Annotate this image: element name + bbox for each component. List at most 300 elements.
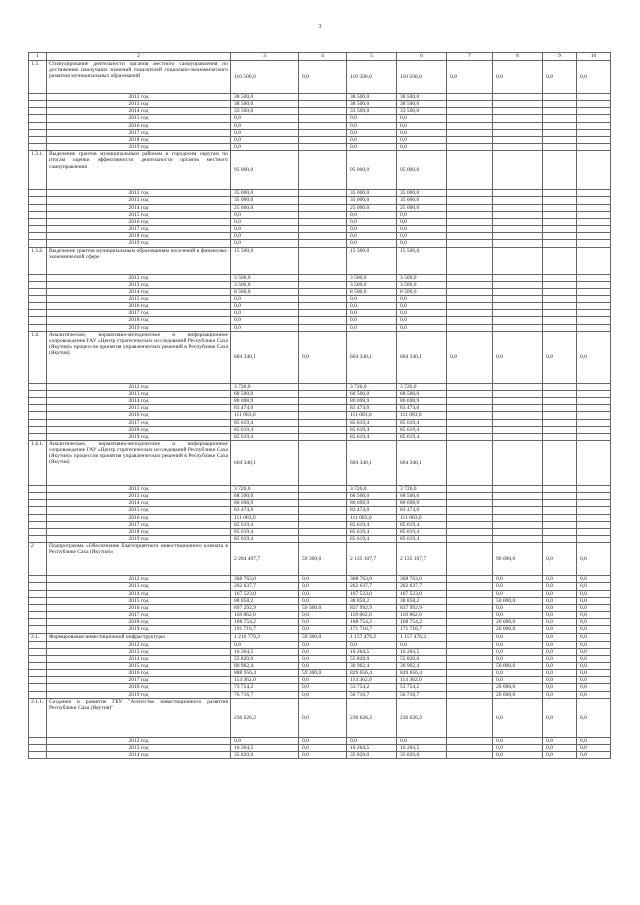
value-cell [299, 324, 347, 331]
value-cell [493, 521, 543, 528]
value-cell [447, 507, 493, 514]
year-label: 2019 год [47, 240, 231, 247]
year-label: 2012 год [47, 737, 231, 744]
year-label: 2015 год [47, 295, 231, 302]
year-label: 2015 год [47, 405, 231, 412]
value-cell [447, 419, 493, 426]
value-cell: 0,0 [543, 641, 577, 648]
value-cell [299, 441, 347, 486]
value-cell: 85 619,4 [397, 433, 447, 440]
value-cell: 33 500,0 [397, 108, 447, 115]
item-code [29, 528, 47, 535]
value-cell [543, 433, 577, 440]
item-code: 1.4. [29, 331, 47, 383]
value-cell [447, 398, 493, 405]
value-cell: 897 292,9 [231, 604, 299, 611]
value-cell: 110 500,0 [397, 61, 447, 94]
value-cell: 0,0 [577, 619, 611, 626]
value-cell: 55 820,0 [231, 655, 299, 662]
year-label: 2019 год [47, 324, 231, 331]
item-code: 1.3. [29, 61, 47, 94]
value-cell: 85 619,4 [347, 528, 397, 535]
value-cell: 38 500,0 [347, 94, 397, 101]
item-code: 1.3.2. [29, 247, 47, 274]
value-cell [577, 281, 611, 288]
value-cell: 80 698,9 [231, 398, 299, 405]
year-label: 2013 год [47, 648, 231, 655]
year-label: 2015 год [47, 597, 231, 604]
value-cell: 0,0 [493, 698, 543, 737]
value-cell: 0,0 [347, 136, 397, 143]
value-cell: 0,0 [577, 744, 611, 751]
value-cell: 33 500,0 [347, 108, 397, 115]
year-label: 2017 год [47, 677, 231, 684]
value-cell: 16 264,5 [231, 648, 299, 655]
value-cell [447, 122, 493, 129]
value-cell [577, 240, 611, 247]
year-label: 2014 год [47, 288, 231, 295]
value-cell [493, 507, 543, 514]
value-cell: 0,0 [231, 737, 299, 744]
value-cell [493, 514, 543, 521]
value-cell: 50 000,0 [493, 597, 543, 604]
item-code [29, 744, 47, 751]
value-cell [577, 398, 611, 405]
item-code [29, 514, 47, 521]
value-cell: 118 862,0 [347, 612, 397, 619]
value-cell: 20 000,0 [493, 691, 543, 698]
year-label: 2017 год [47, 310, 231, 317]
value-cell: 16 264,5 [231, 744, 299, 751]
value-cell: 0,0 [299, 583, 347, 590]
year-label: 2018 год [47, 426, 231, 433]
value-cell [447, 274, 493, 281]
value-cell: 1 157 476,2 [347, 633, 397, 641]
value-cell: 20 000,0 [493, 626, 543, 633]
value-cell [577, 197, 611, 204]
value-cell [543, 233, 577, 240]
value-cell [299, 500, 347, 507]
value-cell [299, 122, 347, 129]
value-cell: 0,0 [299, 698, 347, 737]
year-row [29, 662, 611, 669]
year-row [29, 190, 611, 197]
year-label: 2016 год [47, 218, 231, 225]
year-row [29, 310, 611, 317]
value-cell [447, 426, 493, 433]
value-cell: 0,0 [347, 211, 397, 218]
value-cell: 604 340,1 [397, 441, 447, 486]
value-cell: 0,0 [231, 310, 299, 317]
value-cell: 3 726,0 [347, 383, 397, 390]
value-cell [299, 426, 347, 433]
value-cell [447, 115, 493, 122]
item-row [29, 543, 611, 576]
value-cell [577, 108, 611, 115]
value-cell: 0,0 [299, 590, 347, 597]
value-cell: 0,0 [493, 752, 543, 759]
value-cell [543, 390, 577, 397]
value-cell: 167 523,0 [347, 590, 397, 597]
value-cell [493, 398, 543, 405]
value-cell: 85 619,4 [231, 528, 299, 535]
value-cell: 167 523,0 [231, 590, 299, 597]
value-cell: 38 500,0 [347, 101, 397, 108]
value-cell [577, 144, 611, 151]
year-label: 2016 год [47, 604, 231, 611]
value-cell: 85 619,4 [347, 433, 397, 440]
value-cell: 0,0 [577, 698, 611, 737]
value-cell [577, 405, 611, 412]
item-code [29, 597, 47, 604]
year-row [29, 383, 611, 390]
value-cell: 95 000,0 [347, 151, 397, 190]
item-code [29, 204, 47, 211]
year-row [29, 136, 611, 143]
value-cell [447, 619, 493, 626]
item-name: Создание и развитие ГБУ "Агентство инвестиционного развития Республики Саха (Якутия)" [47, 698, 231, 737]
year-label: 2016 год [47, 670, 231, 677]
year-row [29, 576, 611, 583]
value-cell [543, 405, 577, 412]
value-cell [299, 151, 347, 190]
value-cell: 111 083,0 [347, 514, 397, 521]
item-code [29, 129, 47, 136]
value-cell [577, 115, 611, 122]
item-code [29, 197, 47, 204]
value-cell [577, 218, 611, 225]
year-row [29, 590, 611, 597]
value-cell [493, 281, 543, 288]
year-label: 2017 год [47, 521, 231, 528]
year-label: 2013 год [47, 744, 231, 751]
value-cell: 0,0 [493, 590, 543, 597]
year-row [29, 528, 611, 535]
year-row [29, 521, 611, 528]
item-code [29, 303, 47, 310]
value-cell: 80 698,9 [347, 500, 397, 507]
value-cell: 80 902,4 [231, 662, 299, 669]
value-cell [493, 240, 543, 247]
value-cell [493, 288, 543, 295]
value-cell: 85 619,4 [397, 521, 447, 528]
value-cell [447, 288, 493, 295]
value-cell: 0,0 [493, 633, 543, 641]
value-cell [543, 204, 577, 211]
value-cell: 73 754,2 [231, 684, 299, 691]
value-cell: 68 500,0 [397, 493, 447, 500]
item-code [29, 94, 47, 101]
value-cell [447, 247, 493, 274]
value-cell: 83 474,0 [397, 507, 447, 514]
year-label: 2013 год [47, 197, 231, 204]
value-cell: 0,0 [543, 590, 577, 597]
item-code [29, 295, 47, 302]
value-cell [493, 310, 543, 317]
value-cell [299, 507, 347, 514]
value-cell: 0,0 [397, 295, 447, 302]
value-cell: 20 000,0 [493, 619, 543, 626]
item-row [29, 61, 611, 94]
value-cell: 0,0 [543, 752, 577, 759]
value-cell [447, 295, 493, 302]
value-cell: 0,0 [347, 233, 397, 240]
value-cell [493, 419, 543, 426]
value-cell: 80 698,9 [397, 500, 447, 507]
value-cell [447, 136, 493, 143]
value-cell [299, 136, 347, 143]
value-cell: 0,0 [347, 317, 397, 324]
item-code [29, 433, 47, 440]
value-cell: 3 726,0 [231, 383, 299, 390]
value-cell [577, 295, 611, 302]
value-cell [299, 197, 347, 204]
value-cell: 604 340,1 [231, 331, 299, 383]
year-row [29, 288, 611, 295]
year-label: 2014 год [47, 398, 231, 405]
value-cell: 0,0 [543, 737, 577, 744]
year-row [29, 108, 611, 115]
value-cell: 171 716,7 [397, 626, 447, 633]
value-cell [493, 144, 543, 151]
item-code [29, 626, 47, 633]
value-cell [447, 543, 493, 576]
value-cell: 1 157 476,2 [397, 633, 447, 641]
value-cell [299, 295, 347, 302]
year-label: 2013 год [47, 101, 231, 108]
column-number-row [29, 53, 611, 61]
value-cell: 0,0 [493, 655, 543, 662]
value-cell: 0,0 [299, 752, 347, 759]
value-cell: 3 500,0 [397, 281, 447, 288]
value-cell: 0,0 [347, 324, 397, 331]
value-cell [577, 151, 611, 190]
value-cell [493, 441, 543, 486]
value-cell: 8 500,0 [231, 288, 299, 295]
value-cell [493, 211, 543, 218]
year-row [29, 597, 611, 604]
value-cell [493, 405, 543, 412]
value-cell [493, 226, 543, 233]
value-cell [299, 129, 347, 136]
value-cell [447, 108, 493, 115]
value-cell: 0,0 [347, 129, 397, 136]
value-cell: 3 500,0 [231, 274, 299, 281]
value-cell [447, 151, 493, 190]
value-cell: 0,0 [397, 324, 447, 331]
year-row [29, 691, 611, 698]
value-cell: 80 698,9 [347, 398, 397, 405]
value-cell: 114 362,0 [231, 677, 299, 684]
value-cell: 368 763,0 [397, 576, 447, 583]
value-cell [493, 412, 543, 419]
value-cell: 0,0 [231, 641, 299, 648]
value-cell: 3 500,0 [347, 274, 397, 281]
item-code [29, 390, 47, 397]
item-code [29, 233, 47, 240]
item-code [29, 190, 47, 197]
value-cell: 83 474,0 [231, 405, 299, 412]
value-cell: 53 754,2 [347, 684, 397, 691]
column-header: 6 [397, 53, 447, 61]
value-cell: 50 000,0 [493, 662, 543, 669]
year-label: 2013 год [47, 281, 231, 288]
year-label: 2015 год [47, 211, 231, 218]
value-cell [447, 317, 493, 324]
value-cell: 85 619,4 [397, 419, 447, 426]
year-label: 2012 год [47, 383, 231, 390]
item-code [29, 493, 47, 500]
value-cell [543, 122, 577, 129]
value-cell [577, 433, 611, 440]
value-cell: 888 956,4 [231, 670, 299, 677]
value-cell [577, 122, 611, 129]
value-cell: 0,0 [299, 684, 347, 691]
value-cell: 0,0 [543, 583, 577, 590]
value-cell: 0,0 [231, 226, 299, 233]
year-row [29, 274, 611, 281]
value-cell: 83 474,0 [231, 507, 299, 514]
value-cell: 0,0 [543, 626, 577, 633]
year-row [29, 412, 611, 419]
value-cell [447, 310, 493, 317]
value-cell [493, 190, 543, 197]
value-cell [493, 324, 543, 331]
item-code [29, 590, 47, 597]
value-cell: 0,0 [347, 295, 397, 302]
year-row [29, 295, 611, 302]
value-cell: 16 264,5 [397, 648, 447, 655]
value-cell [543, 94, 577, 101]
value-cell [447, 101, 493, 108]
item-name: Формирование инвестиционной инфраструктуры [47, 633, 231, 641]
value-cell: 0,0 [397, 303, 447, 310]
item-code [29, 752, 47, 759]
year-label: 2012 год [47, 486, 231, 493]
value-cell [543, 507, 577, 514]
value-cell [447, 662, 493, 669]
year-label: 2016 год [47, 122, 231, 129]
item-row [29, 331, 611, 383]
value-cell [577, 211, 611, 218]
value-cell: 25 000,0 [347, 204, 397, 211]
value-cell: 95 000,0 [397, 151, 447, 190]
value-cell: 80 698,9 [231, 500, 299, 507]
value-cell [577, 419, 611, 426]
value-cell: 0,0 [347, 115, 397, 122]
value-cell: 16 264,5 [347, 648, 397, 655]
year-label: 2018 год [47, 136, 231, 143]
value-cell: 38 858,2 [347, 597, 397, 604]
value-cell [447, 536, 493, 543]
value-cell: 3 726,0 [231, 486, 299, 493]
value-cell [493, 317, 543, 324]
value-cell [577, 204, 611, 211]
value-cell [447, 486, 493, 493]
year-label: 2018 год [47, 619, 231, 626]
year-row [29, 405, 611, 412]
value-cell: 0,0 [397, 115, 447, 122]
value-cell: 0,0 [543, 543, 577, 576]
value-cell: 3 500,0 [397, 274, 447, 281]
value-cell: 35 000,0 [231, 197, 299, 204]
value-cell: 0,0 [231, 317, 299, 324]
value-cell: 0,0 [397, 737, 447, 744]
value-cell [543, 197, 577, 204]
value-cell: 85 619,4 [231, 521, 299, 528]
year-row [29, 390, 611, 397]
value-cell [447, 597, 493, 604]
value-cell: 0,0 [347, 303, 397, 310]
value-cell [493, 108, 543, 115]
value-cell [543, 441, 577, 486]
value-cell: 16 264,5 [347, 744, 397, 751]
value-cell: 38 500,0 [231, 94, 299, 101]
value-cell: 38 500,0 [397, 101, 447, 108]
item-code [29, 240, 47, 247]
value-cell: 0,0 [299, 655, 347, 662]
value-cell [543, 398, 577, 405]
value-cell [577, 303, 611, 310]
value-cell: 0,0 [299, 619, 347, 626]
item-code [29, 405, 47, 412]
value-cell [543, 129, 577, 136]
value-cell: 59 300,0 [299, 543, 347, 576]
value-cell: 76 716,7 [231, 691, 299, 698]
value-cell [577, 412, 611, 419]
value-cell [543, 108, 577, 115]
value-cell: 55 820,0 [397, 655, 447, 662]
item-code [29, 274, 47, 281]
year-row [29, 129, 611, 136]
value-cell: 0,0 [577, 677, 611, 684]
value-cell [493, 136, 543, 143]
value-cell: 0,0 [347, 218, 397, 225]
value-cell: 0,0 [231, 129, 299, 136]
value-cell: 0,0 [299, 641, 347, 648]
value-cell [543, 240, 577, 247]
value-cell [493, 204, 543, 211]
year-row [29, 324, 611, 331]
value-cell [299, 493, 347, 500]
value-cell: 110 500,0 [347, 61, 397, 94]
year-label: 2019 год [47, 433, 231, 440]
value-cell: 0,0 [577, 670, 611, 677]
value-cell: 0,0 [347, 737, 397, 744]
value-cell: 85 619,4 [347, 536, 397, 543]
value-cell [493, 151, 543, 190]
value-cell: 15 500,0 [231, 247, 299, 274]
value-cell: 83 474,0 [347, 405, 397, 412]
year-row [29, 218, 611, 225]
value-cell [577, 536, 611, 543]
year-label: 2019 год [47, 626, 231, 633]
value-cell [577, 233, 611, 240]
value-cell: 262 637,7 [231, 583, 299, 590]
value-cell [447, 633, 493, 641]
item-code [29, 419, 47, 426]
value-cell: 0,0 [543, 604, 577, 611]
value-cell [493, 115, 543, 122]
value-cell: 3 726,0 [397, 383, 447, 390]
value-cell: 8 500,0 [347, 288, 397, 295]
value-cell: 68 500,0 [347, 390, 397, 397]
value-cell: 191 716,7 [231, 626, 299, 633]
item-code [29, 604, 47, 611]
value-cell: 0,0 [447, 61, 493, 94]
value-cell [447, 698, 493, 737]
year-row [29, 197, 611, 204]
